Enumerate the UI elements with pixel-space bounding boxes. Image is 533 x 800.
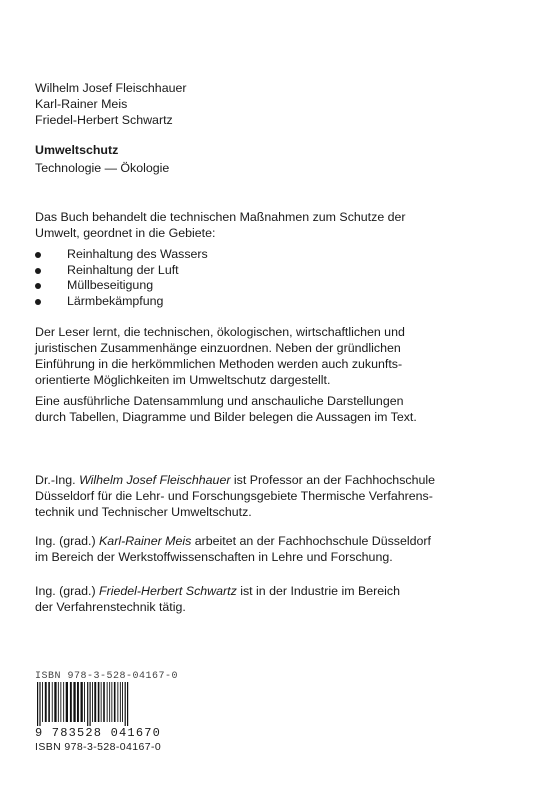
bio-text: arbeitet an der Fachhochschule Düsseldorf bbox=[191, 534, 431, 548]
text-line: orientierte Möglichkeiten im Umweltschutz dargestellt. bbox=[35, 373, 331, 387]
bio-text: ist in der Industrie im Bereich bbox=[236, 584, 400, 598]
bio-prefix: Ing. (grad.) bbox=[35, 584, 100, 598]
barcode-bar bbox=[39, 682, 40, 726]
bio-name: Wilhelm Josef Fleischhauer bbox=[79, 473, 231, 487]
author-list bbox=[35, 80, 187, 128]
bullet-icon bbox=[35, 252, 41, 258]
description-paragraph bbox=[35, 324, 505, 388]
isbn-label-bottom: ISBN 978-3-528-04167-0 bbox=[35, 741, 162, 753]
bio-prefix: Dr.-Ing. bbox=[35, 473, 80, 487]
barcode-bar bbox=[122, 682, 123, 722]
barcode-bar bbox=[120, 682, 121, 722]
barcode-bar bbox=[107, 682, 108, 722]
author-name: Wilhelm Josef Fleischhauer bbox=[35, 81, 187, 95]
barcode-bar bbox=[111, 682, 112, 722]
barcode-bar bbox=[84, 682, 85, 722]
text-line: Eine ausführliche Datensammlung und anschauliche Darstellungen bbox=[35, 394, 404, 408]
barcode-bar bbox=[60, 682, 61, 722]
author-name: Karl-Rainer Meis bbox=[35, 97, 128, 111]
intro-paragraph bbox=[35, 209, 505, 241]
text-line: im Bereich der Werkstoffwissenschaften in Lehre und Forschung. bbox=[35, 550, 393, 564]
barcode-bar bbox=[70, 682, 72, 722]
list-item-text: Reinhaltung der Luft bbox=[67, 262, 179, 277]
text-line bbox=[35, 533, 505, 549]
text-line: Umwelt, geordnet in die Gebiete: bbox=[35, 226, 216, 240]
barcode-bar bbox=[87, 682, 88, 726]
barcode-bar bbox=[127, 682, 128, 726]
barcode-bar bbox=[54, 682, 56, 722]
author-bio-meis bbox=[35, 533, 505, 565]
text-line bbox=[35, 472, 505, 488]
bio-prefix: Ing. (grad.) bbox=[35, 534, 100, 548]
text-line: Das Buch behandelt die technischen Maßnahmen zum Schutze der bbox=[35, 210, 406, 224]
barcode-bar bbox=[90, 682, 91, 726]
barcode-bar bbox=[81, 682, 83, 722]
bio-name: Karl-Rainer Meis bbox=[99, 534, 192, 548]
barcode-bar bbox=[109, 682, 110, 722]
book-title: Umweltschutz bbox=[35, 143, 119, 157]
bio-name: Friedel-Herbert Schwartz bbox=[99, 584, 237, 598]
barcode-bar bbox=[42, 682, 43, 722]
barcode-bar bbox=[114, 682, 116, 722]
author-bio-schwartz bbox=[35, 583, 505, 615]
text-line bbox=[35, 583, 505, 599]
barcode-bar bbox=[101, 682, 102, 722]
barcode bbox=[35, 682, 185, 726]
barcode-bar bbox=[48, 682, 50, 722]
barcode-bar bbox=[77, 682, 79, 722]
bullet-icon bbox=[35, 299, 41, 305]
barcode-bar bbox=[103, 682, 105, 722]
bullet-icon bbox=[35, 268, 41, 274]
ean-digits: 9 783528 041670 bbox=[35, 726, 162, 740]
barcode-bar bbox=[92, 682, 93, 722]
text-line: Düsseldorf für die Lehr- und Forschungsgebiete Thermische Verfahrens- bbox=[35, 489, 433, 503]
barcode-bar bbox=[52, 682, 53, 722]
barcode-bar bbox=[73, 682, 75, 722]
barcode-bar bbox=[37, 682, 38, 726]
book-subtitle: Technologie — Ökologie bbox=[35, 161, 170, 175]
barcode-bar bbox=[117, 682, 118, 722]
list-item-text: Müllbeseitigung bbox=[67, 278, 154, 292]
text-line: Der Leser lernt, die technischen, ökologischen, wirtschaftlichen und bbox=[35, 325, 405, 339]
barcode-bar bbox=[94, 682, 96, 722]
text-line: juristischen Zusammenhänge einzuordnen. Neben der gründlichen bbox=[35, 341, 401, 355]
barcode-bar bbox=[98, 682, 100, 722]
author-bio-fleischhauer bbox=[35, 472, 505, 520]
author-name: Friedel-Herbert Schwartz bbox=[35, 113, 173, 127]
isbn-label-top: ISBN 978-3-528-04167-0 bbox=[35, 671, 179, 682]
bullet-icon bbox=[35, 283, 41, 289]
text-line: technik und Technischer Umweltschutz. bbox=[35, 505, 252, 519]
bio-text: ist Professor an der Fachhochschule bbox=[230, 473, 436, 487]
list-item-text: Lärmbekämpfung bbox=[67, 293, 164, 308]
text-line: durch Tabellen, Diagramme und Bilder belegen die Aussagen im Text. bbox=[35, 410, 417, 424]
barcode-bar bbox=[63, 682, 64, 722]
description-paragraph-2 bbox=[35, 393, 505, 425]
text-line: Einführung in die herkömmlichen Methoden werden auch zukunfts- bbox=[35, 357, 403, 371]
text-line: der Verfahrenstechnik tätig. bbox=[35, 600, 186, 614]
barcode-bar bbox=[125, 682, 126, 726]
barcode-bar bbox=[58, 682, 59, 722]
barcode-bar bbox=[45, 682, 47, 722]
barcode-bar bbox=[66, 682, 68, 722]
list-item-text: Reinhaltung des Wassers bbox=[67, 247, 208, 261]
